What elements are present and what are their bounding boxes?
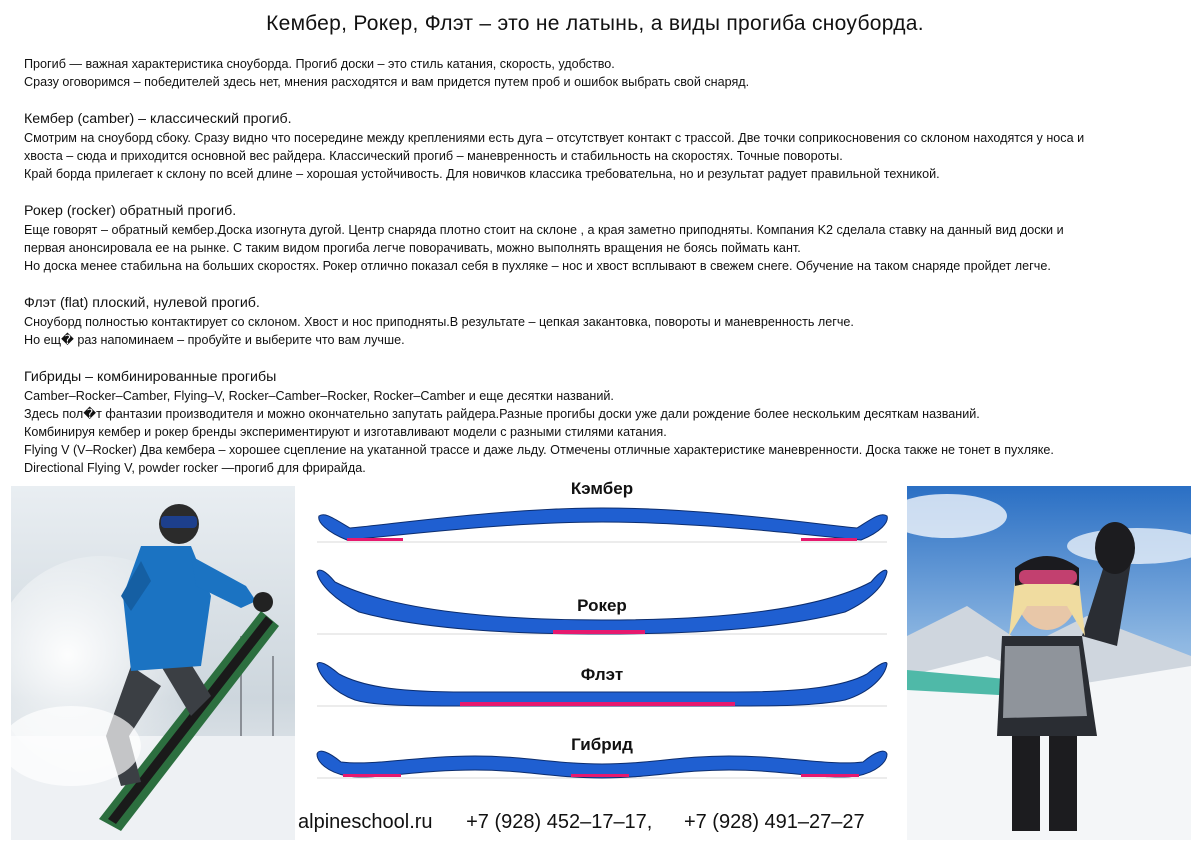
camber-board <box>319 508 888 540</box>
website-link[interactable]: alpineschool.ru <box>298 811 433 833</box>
section-hybrid <box>24 367 1184 477</box>
diagram-label-hybrid: Гибрид <box>571 735 633 754</box>
section-line: Flying V (V–Rocker) Два кембера – хорошее сцепление на укатанной трассе и даже льду. Отмечены отличные характеристике маневренности. Доска также не тонет в пухляке. <box>24 443 1054 457</box>
phone-number[interactable]: +7 (928) 452–17–17, <box>466 811 653 833</box>
snowboarder-jump-photo <box>11 486 295 840</box>
camber-profile-diagram <box>305 472 900 792</box>
section-line: Еще говорят – обратный кембер.Доска изогнута дугой. Центр снаряда плотно стоит на склоне , а края заметно приподняты. Компания K2 сделала ставку на данный вид доски и <box>24 223 1064 237</box>
section-line: Край борда прилегает к склону по всей длине – хорошая устойчивость. Для новичков классика требовательна, но и результат радует правильной техникой. <box>24 167 940 181</box>
section-line: Но доска менее стабильна на больших скоростях. Рокер отлично показал себя в пухляке – нос и хвост всплывают в свежем снеге. Обучение на таком снаряде пройдет легче. <box>24 259 1051 273</box>
intro-line: Прогиб — важная характеристика сноуборда. Прогиб доски – это стиль катания, скорость, удобство. <box>24 57 615 71</box>
section-line: Смотрим на сноуборд сбоку. Сразу видно что посередине между креплениями есть дуга – отсутствует контакт с трассой. Две точки соприкосновения со склоном находятся у носа и <box>24 131 1085 145</box>
contact-zone <box>801 774 859 777</box>
contact-zone <box>571 774 629 777</box>
section-heading: Флэт (flat) плоский, нулевой прогиб. <box>24 295 260 311</box>
contact-zone <box>553 630 645 634</box>
snowboarder-girl-photo <box>907 486 1191 840</box>
contact-footer <box>298 811 903 834</box>
contact-zone <box>460 702 735 706</box>
contact-zone <box>343 774 401 777</box>
diagram-label-camber: Кэмбер <box>570 479 634 498</box>
page-title: Кембер, Рокер, Флэт – это не латынь, а виды прогиба сноуборда. <box>266 12 924 35</box>
contact-zone <box>347 538 403 541</box>
section-rocker <box>24 201 1184 275</box>
section-line: Здесь пол�т фантазии производителя и можно окончательно запутать райдера.Разные прогибы доски уже дали рождение более нескольким десяткам названий. <box>24 407 980 421</box>
section-line: Camber–Rocker–Camber, Flying–V, Rocker–Camber–Rocker, Rocker–Camber и еще десятки названий. <box>24 389 614 403</box>
section-line: первая анонсировала ее на рынке. С таким видом прогиба легче поворачивать, можно выполнять вращения не боясь поймать кант. <box>24 241 801 255</box>
section-line: Комбинируя кембер и рокер бренды экспериментируют и изготавливают модели с разными стилями катания. <box>24 425 667 439</box>
article-text <box>24 55 1184 477</box>
section-line: хвоста – сюда и приходится основной вес райдера. Классический прогиб – маневренность и стабильность на скоростях. Точные повороты. <box>24 149 843 163</box>
diagram-label-flat: Флэт <box>580 665 624 684</box>
intro-line: Сразу оговоримся – победителей здесь нет, мнения расходятся и вам придется путем проб и ошибок выбрать свой снаряд. <box>24 75 750 89</box>
section-line: Сноуборд полностью контактирует со склоном. Хвост и нос приподняты.В результате – цепкая закантовка, повороты и маневренность легче. <box>24 315 854 329</box>
section-flat <box>24 293 1184 349</box>
section-heading: Кембер (camber) – классический прогиб. <box>24 111 292 127</box>
section-line: Directional Flying V, powder rocker —прогиб для фрирайда. <box>24 461 366 475</box>
contact-zone <box>801 538 857 541</box>
phone-number[interactable]: +7 (928) 491–27–27 <box>683 811 865 833</box>
hybrid-board <box>317 751 887 778</box>
section-heading: Рокер (rocker) обратный прогиб. <box>24 203 237 219</box>
section-heading: Гибриды – комбинированные прогибы <box>24 369 277 385</box>
diagram-label-rocker: Рокер <box>577 596 627 615</box>
section-line: Но ещ� раз напоминаем – пробуйте и выберите что вам лучше. <box>24 333 405 347</box>
section-camber <box>24 109 1184 183</box>
